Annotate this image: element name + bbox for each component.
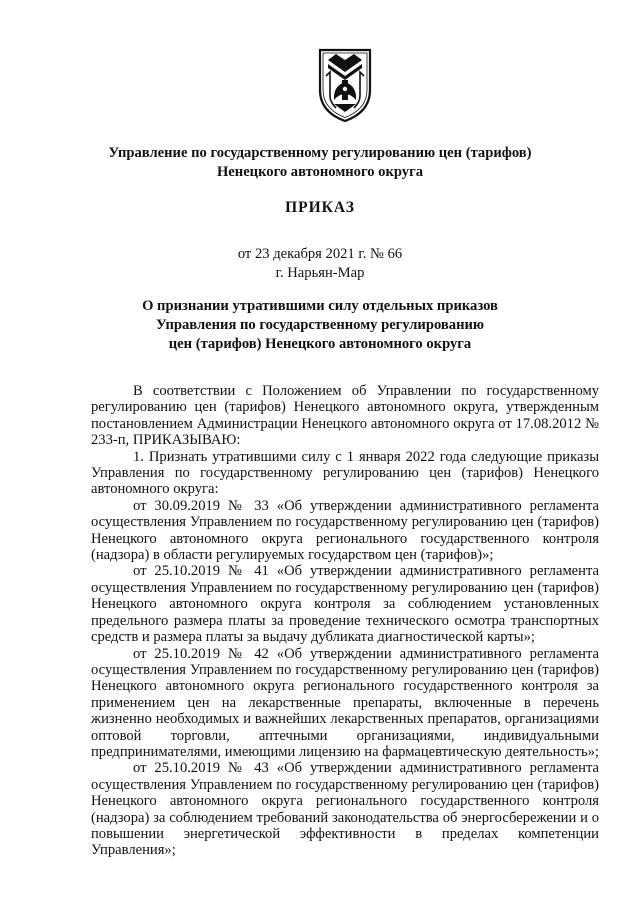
document-meta (0, 245, 640, 283)
document-title-line1: О признании утратившими силу отдельных приказов (142, 298, 498, 314)
paragraph-preamble: В соответствии с Положением об Управлении по государственному регулированию цен (тарифов) Ненецкого автономного округа, утвержденным постановлением Администрации Ненецкого автономного округа от 17.08.2012 № 233-п, ПРИКАЗЫВАЮ: (91, 383, 599, 449)
document-type: ПРИКАЗ (285, 199, 355, 216)
document-place: г. Нарьян-Мар (275, 265, 365, 281)
coat-of-arms-emblem (316, 46, 374, 124)
paragraph-order-43: от 25.10.2019 № 43 «Об утверждении административного регламента осуществления Управлением по государственному регулированию цен (тарифов) Ненецкого автономного округа регионального государственного контроля (надзора) за соблюдением требований законодательства об энергосбережении и о повышении энергетической эффективности в пределах компетенции Управления»; (91, 760, 599, 859)
organization-name (0, 144, 640, 182)
paragraph-order-41: от 25.10.2019 № 41 «Об утверждении административного регламента осуществления Управлением по государственному регулированию цен (тарифов) Ненецкого автономного округа контроля за соблюдением установленных предельного размера платы за проведение технического осмотра транспортных средств и размера платы за выдачу дубликата диагностической карты»; (91, 563, 599, 646)
organization-name-line1: Управление по государственному регулированию цен (тарифов) (108, 145, 532, 161)
paragraph-item-1: 1. Признать утратившими силу с 1 января 2022 года следующие приказы Управления по государственному регулированию цен (тарифов) Ненецкого автономного округа: (91, 448, 599, 498)
document-date-number: от 23 декабря 2021 г. № 66 (237, 246, 403, 262)
document-title-line2: Управления по государственному регулированию (155, 317, 485, 334)
document-body (91, 383, 599, 859)
paragraph-order-42: от 25.10.2019 № 42 «Об утверждении административного регламента осуществления Управлением по государственному регулированию цен (тарифов) Ненецкого автономного округа регионального государственного контроля за применением цен на лекарственные препараты, включенные в перечень жизненно необходимых и важнейших лекарственных препаратов, организациями оптовой торговли, аптечными организациями, индивидуальными предпринимателями, имеющими лицензию на фармацевтическую деятельность»; (91, 645, 599, 760)
document-title (0, 297, 640, 355)
paragraph-order-33: от 30.09.2019 № 33 «Об утверждении административного регламента осуществления Управлением по государственному регулированию цен (тарифов) Ненецкого автономного округа регионального государственного контроля (надзора) в области регулируемых государством цен (тарифов)»; (91, 497, 599, 564)
organization-name-line2: Ненецкого автономного округа (216, 164, 424, 180)
document-title-line3: цен (тарифов) Ненецкого автономного округа (168, 336, 472, 353)
